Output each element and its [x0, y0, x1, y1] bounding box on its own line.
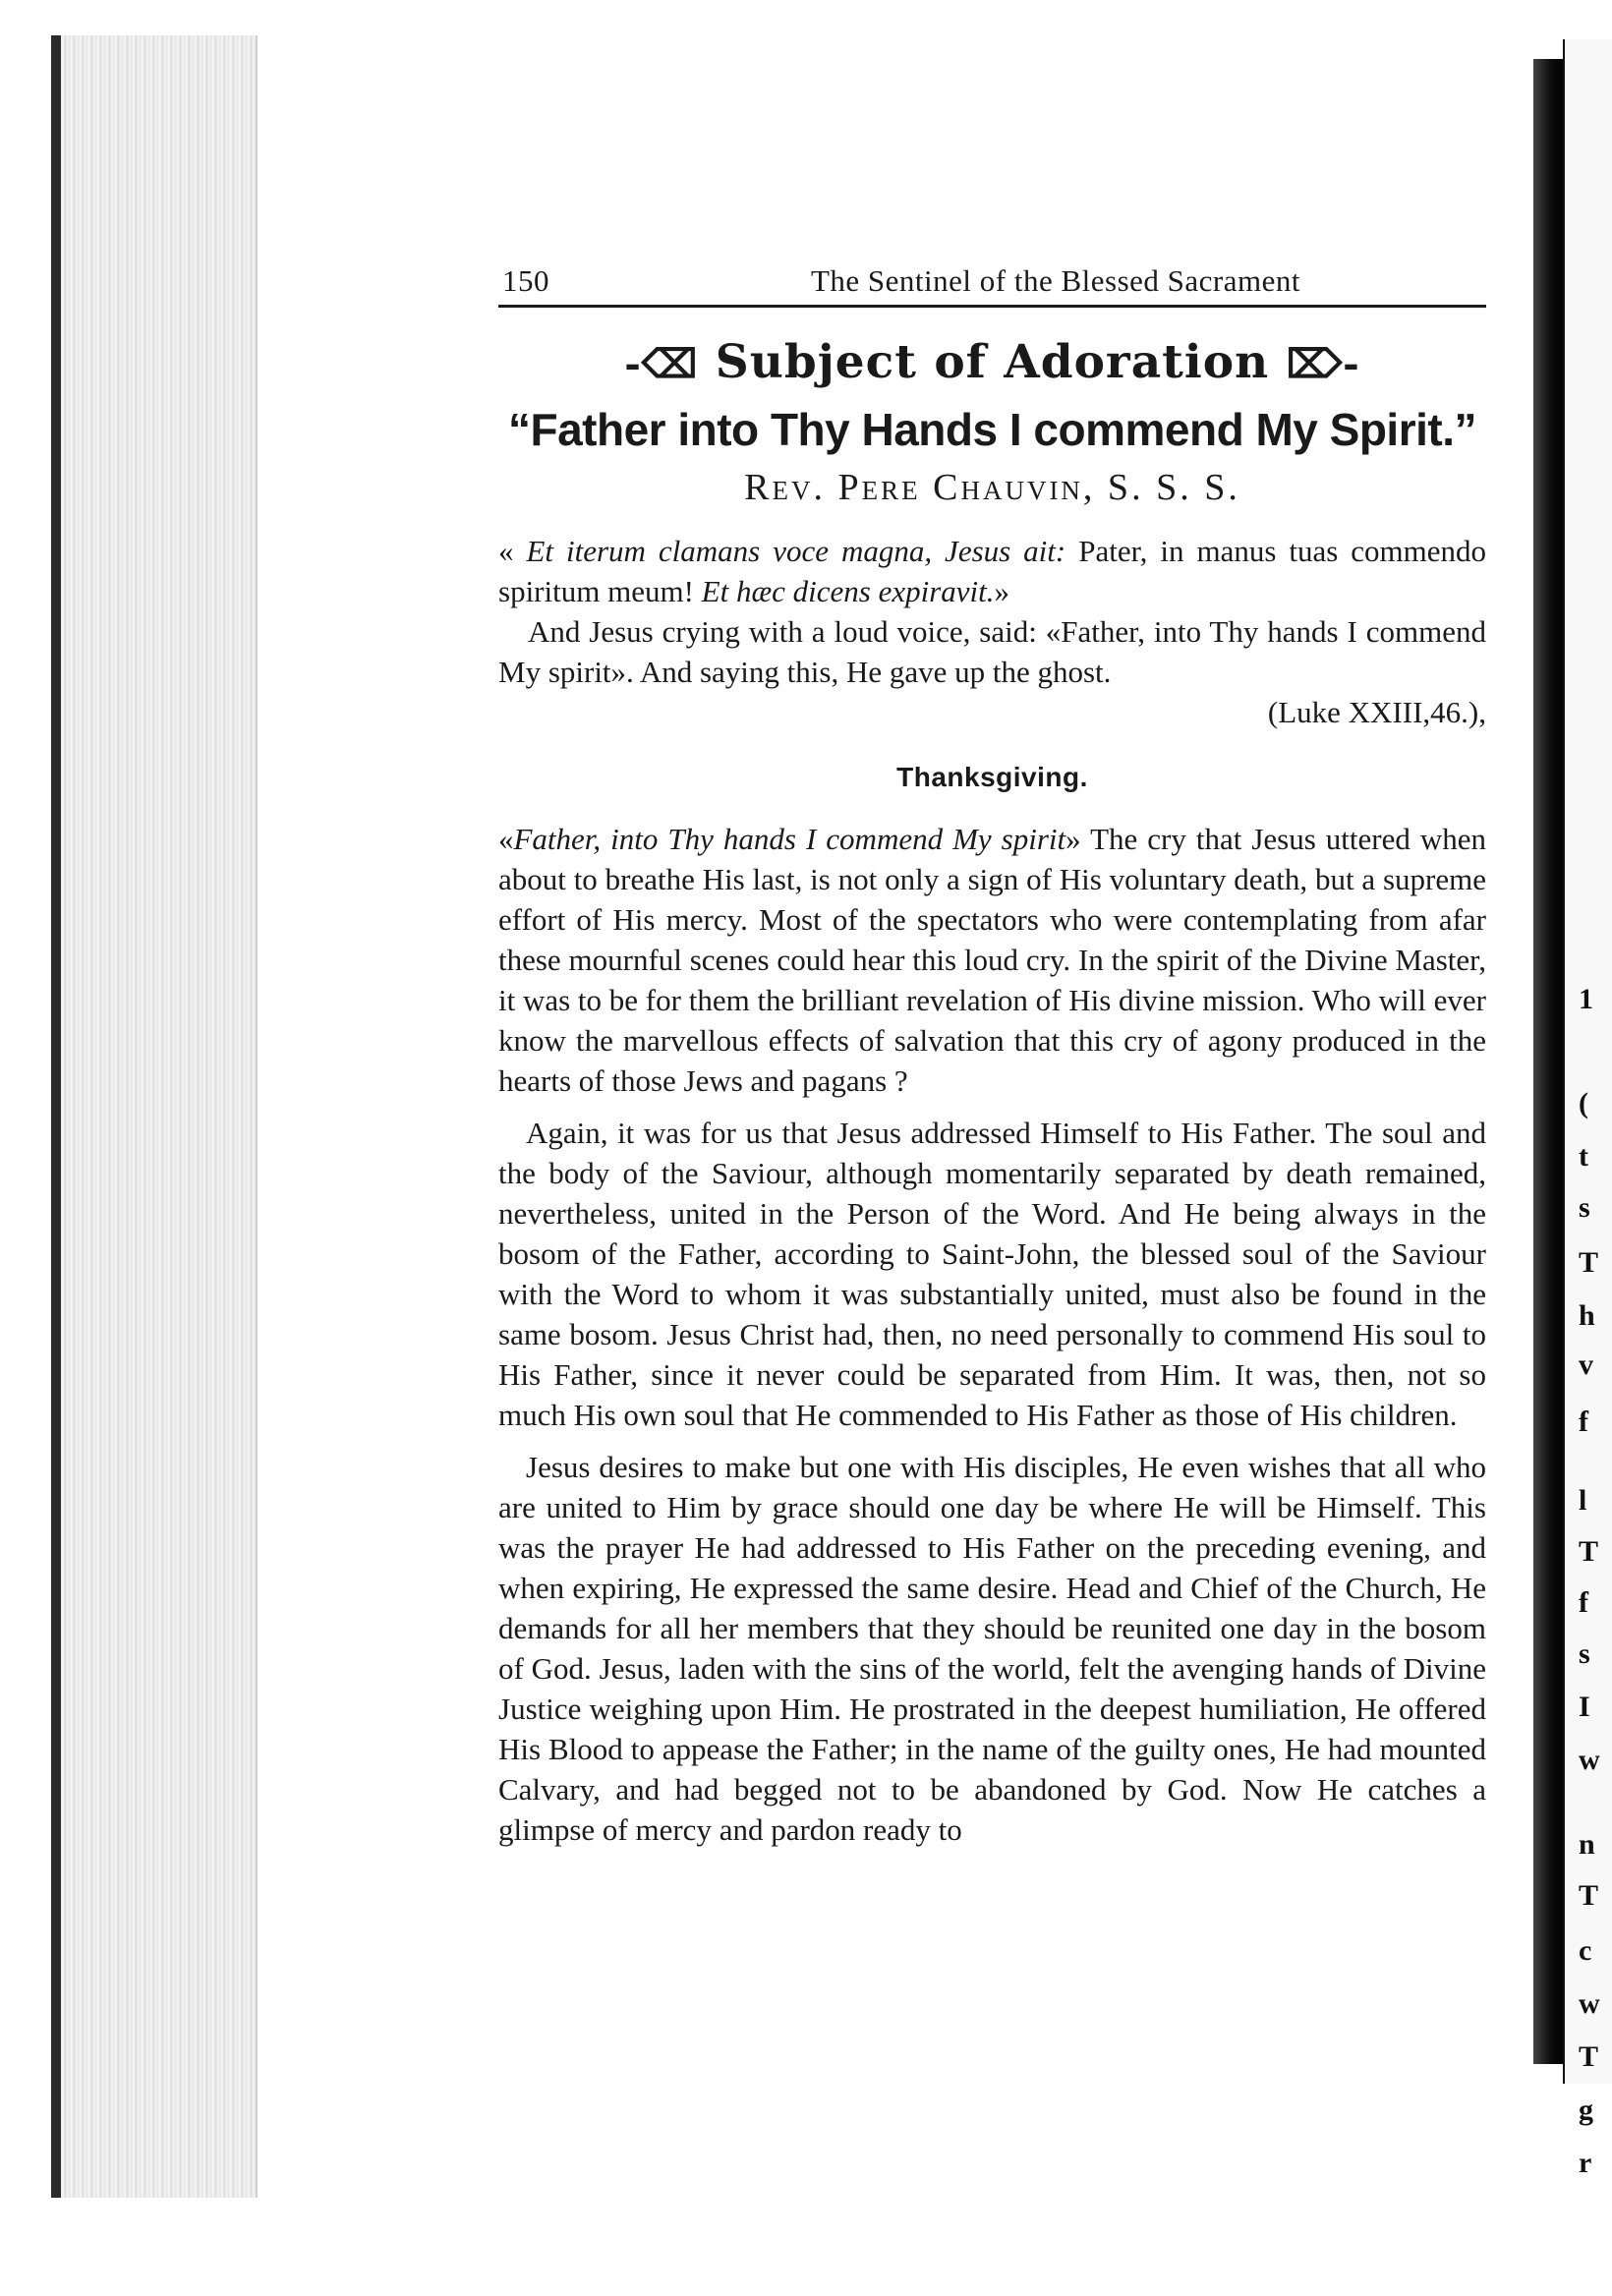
- facing-page-fragment: g: [1579, 2094, 1593, 2126]
- facing-page-fragment: (: [1579, 1087, 1588, 1119]
- latin-italic-2: Et hæc dicens expiravit.: [701, 574, 995, 608]
- facing-page-fragment: 1: [1579, 983, 1593, 1015]
- facing-page-fragment: w: [1579, 1744, 1600, 1776]
- page-content: [498, 263, 1486, 1862]
- book-page: [258, 49, 1531, 2113]
- facing-page-fragment: c: [1579, 1934, 1592, 1967]
- book-page-stack: [59, 35, 258, 2198]
- facing-page-fragment: t: [1579, 1140, 1588, 1173]
- ornament-left-icon: -⌫: [624, 341, 699, 387]
- book-spine: [1533, 59, 1563, 2064]
- facing-page-fragment: I: [1579, 1691, 1590, 1723]
- facing-page-fragment: f: [1579, 1406, 1588, 1438]
- latin-italic-1: Et iterum clamans voce magna, Jesus ait:: [526, 534, 1066, 568]
- paragraph-2: Again, it was for us that Jesus addressed Himself to His Father. The soul and the body of the Saviour, although momentarily separated by death remained, nevertheless, united in the Person of the Word. And He being always in the bosom of the Father, according to Saint-John, the blessed soul of the Saviour with the Word to whom it was substantially united, must also be found in the same bosom. Jesus Christ had, then, no need personally to commend His soul to His Father, since it never could be separated from Him. It was, then, not so much His own soul that He commended to His Father as those of His children.: [498, 1116, 1486, 1432]
- facing-page-fragment: T: [1579, 1879, 1599, 1912]
- section-title-text: Subject of Adoration: [715, 335, 1270, 389]
- page-number: 150: [502, 263, 549, 298]
- para1-italic: Father, into Thy hands I commend My spirit: [513, 822, 1066, 856]
- ornament-right-icon: ⌦-: [1286, 341, 1360, 387]
- facing-page-fragment: h: [1579, 1299, 1595, 1332]
- facing-page-fragment: l: [1579, 1484, 1587, 1517]
- running-head: [498, 263, 1486, 308]
- facing-page-fragment: T: [1579, 1535, 1599, 1568]
- facing-page-fragment: n: [1579, 1828, 1595, 1861]
- facing-page-fragment: v: [1579, 1349, 1593, 1381]
- paragraph-3: Jesus desires to make but one with His disciples, He even wishes that all who are united to Him by grace should one day be where He will be Himself. This was the prayer He had addressed to His Father on the preceding evening, and when expiring, He expressed the same desire. Head and Chief of the Church, He demands for all her members that they should be reunited one day in the bosom of God. Jesus, laden with the sins of the world, felt the avenging hands of Divine Justice weighing upon Him. He prostrated in the deepest humiliation, He offered His Blood to appease the Father; in the name of the guilty ones, He had mounted Calvary, and had begged not to be abandoned by God. Now He catches a glimpse of mercy and pardon ready to: [498, 1450, 1486, 1847]
- facing-page-fragment: f: [1579, 1586, 1588, 1619]
- facing-page-fragment: T: [1579, 2040, 1599, 2073]
- latin-roman-1: Pater, in manus tuas commendo spiritum meum!: [498, 534, 1487, 608]
- article-title: “Father into Thy Hands I commend My Spirit.”: [508, 404, 1476, 455]
- facing-page-fragment: w: [1579, 1987, 1600, 2020]
- quote-mark: «: [498, 534, 527, 568]
- section-title: [498, 335, 1486, 389]
- facing-page-fragment: s: [1579, 1637, 1590, 1670]
- para1-text: » The cry that Jesus uttered when about to breathe His last, is not only a sign of His voluntary death, but a supreme effort of His mercy. Most of the spectators who were contemplating from afar these mournful scenes could hear this loud cry. In the spirit of the Divine Master, it was to be for them the brilliant revelation of His divine mission. Who will ever know the marvellous effects of salvation that this cry of agony produced in the hearts of those Jews and pagans ?: [498, 822, 1487, 1098]
- facing-page-fragment: s: [1579, 1191, 1590, 1224]
- latin-quote: [498, 531, 1486, 611]
- running-title: The Sentinel of the Blessed Sacrament: [810, 263, 1300, 298]
- english-quote: And Jesus crying with a loud voice, said: «Father, into Thy hands I commend My spirit». And saying this, He gave up the ghost.: [498, 614, 1486, 689]
- author-line: Rev. Pere Chauvin, S. S. S.: [744, 467, 1240, 508]
- scripture-citation: (Luke XXIII,46.),: [1267, 695, 1486, 729]
- facing-page-edge: [1563, 39, 1612, 2179]
- facing-page-fragment: T: [1579, 1246, 1599, 1279]
- quote-mark: »: [994, 574, 1010, 608]
- subheading: Thanksgiving.: [896, 762, 1088, 792]
- paragraph-1: [498, 819, 1486, 1101]
- quote-mark: «: [498, 822, 514, 856]
- facing-page-fragment: r: [1579, 2147, 1592, 2179]
